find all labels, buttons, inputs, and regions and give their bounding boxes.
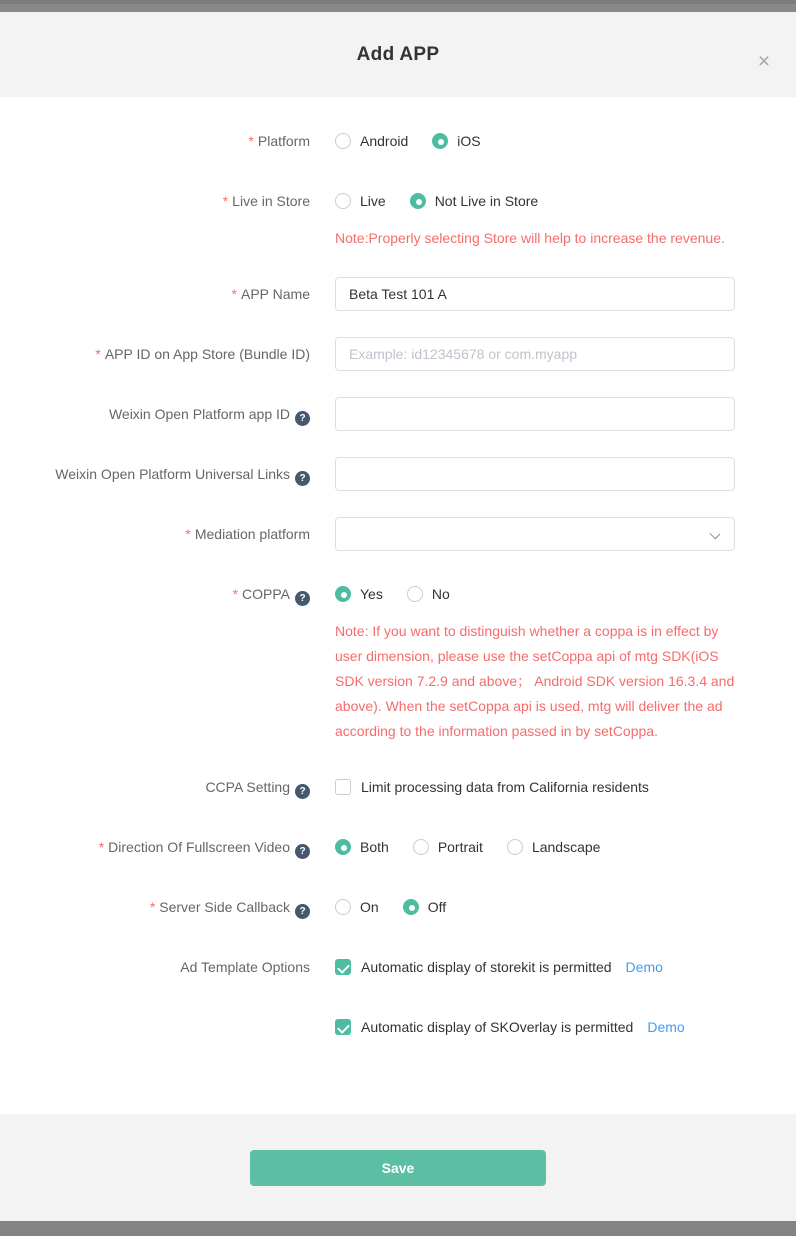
- radio-unchecked-icon: [335, 133, 351, 149]
- radio-unchecked-icon: [507, 839, 523, 855]
- help-icon[interactable]: ?: [295, 591, 310, 606]
- platform-label: [0, 124, 310, 158]
- close-icon[interactable]: ×: [757, 50, 771, 73]
- ccpa-checkbox-label: Limit processing data from California residents: [361, 779, 649, 795]
- ad-template-row: [0, 950, 796, 1044]
- coppa-yes-label: Yes: [360, 586, 383, 602]
- radio-checked-icon: [403, 899, 419, 915]
- weixin-universal-links-input[interactable]: [335, 457, 735, 491]
- app-name-input[interactable]: [335, 277, 735, 311]
- bundle-id-label: [0, 337, 310, 371]
- ccpa-label-text: CCPA Setting: [205, 779, 290, 795]
- weixin-app-id-label: [0, 397, 310, 431]
- storekit-checkbox-label: Automatic display of storekit is permitted: [361, 959, 612, 975]
- platform-android-label: Android: [360, 133, 409, 149]
- required-asterisk: *: [222, 193, 229, 209]
- checkbox-unchecked-icon: [335, 779, 351, 795]
- coppa-label: [0, 577, 310, 744]
- weixin-universal-links-label-text: Weixin Open Platform Universal Links: [55, 466, 290, 482]
- direction-both-radio[interactable]: [335, 839, 389, 855]
- server-callback-row: [0, 890, 796, 924]
- required-asterisk: *: [231, 286, 237, 302]
- storekit-demo-link[interactable]: Demo: [625, 959, 663, 975]
- modal-footer: [0, 1114, 796, 1221]
- platform-ios-label: iOS: [457, 133, 481, 149]
- app-name-label: [0, 277, 310, 311]
- bundle-id-row: [0, 337, 796, 371]
- weixin-universal-links-label: [0, 457, 310, 491]
- required-asterisk: *: [98, 839, 105, 855]
- platform-label-text: Platform: [257, 133, 310, 149]
- save-button[interactable]: Save: [250, 1150, 546, 1186]
- direction-control: [335, 830, 735, 864]
- coppa-yes-radio[interactable]: [335, 586, 383, 602]
- skoverlay-checkbox-label: Automatic display of SKOverlay is permitted: [361, 1019, 634, 1035]
- coppa-control: [335, 577, 735, 744]
- app-name-control: [335, 277, 735, 311]
- ad-template-label: [0, 950, 310, 1044]
- radio-checked-icon: [410, 193, 426, 209]
- direction-landscape-radio[interactable]: [507, 839, 601, 855]
- app-name-label-text: APP Name: [241, 286, 310, 302]
- ccpa-label: [0, 770, 310, 804]
- direction-label: [0, 830, 310, 864]
- live-in-store-label: [0, 184, 310, 251]
- help-icon[interactable]: ?: [295, 411, 310, 426]
- weixin-app-id-control: [335, 397, 735, 431]
- direction-row: [0, 830, 796, 864]
- coppa-note: Note: If you want to distinguish whether a coppa is in effect by user dimension, please use the setCoppa api of mtg SDK(iOS SDK version 7.2.9 and above； Android SDK version 16.3.4 and above). When the setCoppa api is used, mtg will deliver the ad according to the information passed in by setCoppa.: [335, 623, 735, 739]
- direction-label-text: Direction Of Fullscreen Video: [108, 839, 290, 855]
- required-asterisk: *: [248, 133, 254, 149]
- direction-portrait-label: Portrait: [437, 839, 483, 855]
- backdrop-bottom-bar: [0, 1221, 796, 1236]
- checkbox-checked-icon: [335, 1019, 351, 1035]
- help-icon[interactable]: ?: [295, 784, 310, 799]
- ccpa-control: [335, 770, 735, 804]
- ccpa-row: [0, 770, 796, 804]
- radio-unchecked-icon: [407, 586, 423, 602]
- coppa-no-radio[interactable]: [407, 586, 450, 602]
- radio-checked-icon: [335, 839, 351, 855]
- bundle-id-input[interactable]: [335, 337, 735, 371]
- weixin-app-id-label-text: Weixin Open Platform app ID: [108, 406, 290, 422]
- weixin-universal-links-control: [335, 457, 735, 491]
- help-icon[interactable]: ?: [295, 471, 310, 486]
- live-in-store-label-text: Live in Store: [232, 193, 310, 209]
- radio-checked-icon: [432, 133, 448, 149]
- modal-header: [0, 12, 796, 97]
- store-note: Note:Properly selecting Store will help to increase the revenue.: [335, 230, 725, 246]
- checkbox-checked-icon: [335, 959, 351, 975]
- mediation-platform-control: [335, 517, 735, 551]
- live-radio[interactable]: [335, 193, 386, 209]
- app-name-row: [0, 277, 796, 311]
- platform-android-radio[interactable]: [335, 133, 408, 149]
- weixin-app-id-row: [0, 397, 796, 431]
- coppa-no-label: No: [431, 586, 450, 602]
- live-radio-label: Live: [360, 193, 386, 209]
- weixin-app-id-input[interactable]: [335, 397, 735, 431]
- chevron-down-icon: [710, 529, 721, 540]
- radio-unchecked-icon: [335, 193, 351, 209]
- live-in-store-row: [0, 184, 796, 251]
- help-icon[interactable]: ?: [295, 904, 310, 919]
- storekit-checkbox[interactable]: [335, 959, 612, 975]
- skoverlay-checkbox[interactable]: [335, 1019, 633, 1035]
- required-asterisk: *: [232, 586, 239, 602]
- modal-body: [0, 97, 796, 1070]
- required-asterisk: *: [149, 899, 156, 915]
- required-asterisk: *: [185, 526, 191, 542]
- mediation-platform-row: [0, 517, 796, 551]
- coppa-row: [0, 577, 796, 744]
- radio-unchecked-icon: [413, 839, 429, 855]
- callback-on-label: On: [360, 899, 379, 915]
- backdrop-top-bar: [0, 0, 796, 12]
- platform-ios-radio[interactable]: [432, 133, 480, 149]
- server-callback-control: [335, 890, 735, 924]
- ad-template-control: [335, 950, 775, 1044]
- skoverlay-demo-link[interactable]: Demo: [647, 1019, 685, 1035]
- not-live-radio[interactable]: [410, 193, 539, 209]
- modal-title: Add APP: [356, 43, 440, 65]
- platform-control: [335, 124, 735, 158]
- ad-template-label-text: Ad Template Options: [180, 959, 310, 975]
- callback-off-label: Off: [427, 899, 447, 915]
- required-asterisk: *: [95, 346, 101, 362]
- radio-unchecked-icon: [335, 899, 351, 915]
- live-in-store-control: [335, 184, 735, 251]
- weixin-universal-links-row: [0, 457, 796, 491]
- coppa-label-text: COPPA: [242, 586, 290, 602]
- callback-off-radio[interactable]: [403, 899, 446, 915]
- ccpa-checkbox[interactable]: [335, 779, 649, 795]
- not-live-radio-label: Not Live in Store: [434, 193, 539, 209]
- direction-both-label: Both: [360, 839, 389, 855]
- radio-checked-icon: [335, 586, 351, 602]
- mediation-platform-select[interactable]: [335, 517, 735, 551]
- direction-landscape-label: Landscape: [531, 839, 601, 855]
- mediation-platform-label: [0, 517, 310, 551]
- direction-portrait-radio[interactable]: [413, 839, 483, 855]
- mediation-platform-label-text: Mediation platform: [194, 526, 310, 542]
- bundle-id-label-text: APP ID on App Store (Bundle ID): [104, 346, 310, 362]
- bundle-id-control: [335, 337, 735, 371]
- callback-on-radio[interactable]: [335, 899, 379, 915]
- help-icon[interactable]: ?: [295, 844, 310, 859]
- server-callback-label: [0, 890, 310, 924]
- server-callback-label-text: Server Side Callback: [159, 899, 290, 915]
- platform-row: [0, 124, 796, 158]
